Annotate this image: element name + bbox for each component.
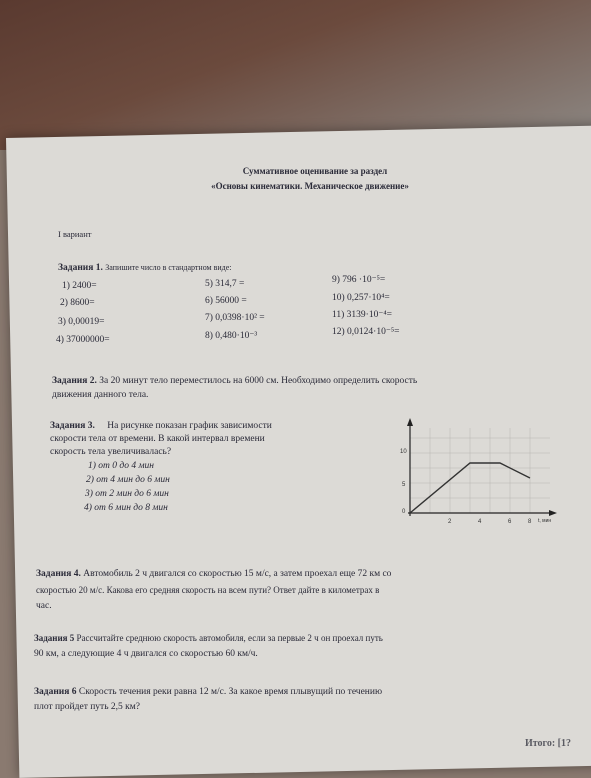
task3-text-1: На рисунке показан график зависимости	[107, 421, 272, 431]
task5-text-2: 90 км, а следующие 4 ч двигался со скоростью 60 км/ч.	[34, 649, 258, 659]
task4-text-2: скоростью 20 м/с. Какова его средняя скорость на всем пути? Ответ дайте в километрах в	[36, 585, 380, 595]
y-axis-arrow	[407, 418, 413, 426]
graph-grid	[410, 428, 550, 513]
task5-line1	[34, 632, 383, 644]
task4-line1	[36, 568, 391, 580]
task6-text-2: плот пройдет путь 2,5 км?	[34, 702, 141, 712]
x-axis-label: t, мин	[538, 518, 552, 524]
task4-text-3: час.	[36, 601, 52, 611]
task3-text-2: скорости тела от времени. В какой интервал времени	[50, 434, 265, 444]
task6-label: Задания 6	[34, 687, 77, 697]
task1-label: Задания 1.	[58, 263, 103, 273]
task1-item: 1) 2400=	[62, 281, 97, 291]
task1-item: 4) 37000000=	[56, 335, 110, 345]
x-axis-arrow	[549, 510, 557, 516]
task5-label: Задания 5	[34, 633, 75, 643]
task4-label: Задания 4.	[36, 569, 81, 579]
x-tick-label: 2	[448, 519, 452, 525]
task2-text-1: За 20 минут тело переместилось на 6000 см. Необходимо определить скорость	[99, 376, 418, 386]
y-tick-label: 10	[400, 449, 407, 455]
task2-line1	[52, 375, 417, 387]
task3-option: 1) от 0 до 4 мин	[88, 461, 154, 471]
x-tick-label: 4	[478, 519, 482, 525]
task3-option: 4) от 6 мин до 8 мин	[84, 503, 168, 513]
task1-item: 10) 0,257·10⁴=	[332, 293, 390, 303]
task1-item: 3) 0,00019=	[58, 317, 105, 327]
y-tick-label: 5	[402, 482, 406, 488]
task1-heading	[58, 262, 232, 274]
header-line-1: Суммативное оценивание за раздел	[242, 166, 388, 176]
task1-item: 5) 314,7 =	[205, 279, 245, 289]
task1-item: 12) 0,0124·10⁻⁵=	[332, 327, 400, 337]
x-tick-label: 8	[528, 519, 532, 525]
task3-line1	[50, 420, 272, 432]
task3-text-3: скорость тела увеличивалась?	[50, 447, 172, 457]
x-tick-label: 6	[508, 519, 512, 525]
task2-text-2: движения данного тела.	[52, 390, 149, 400]
task3-option: 2) от 4 мин до 6 мин	[86, 475, 170, 485]
task2-label: Задания 2.	[52, 376, 97, 386]
variant-label: I вариант	[58, 229, 92, 239]
task1-text: Запишите число в стандартном виде:	[105, 263, 232, 272]
task1-item: 8) 0,480·10⁻³	[205, 331, 258, 341]
velocity-time-graph	[400, 418, 560, 528]
total-label: Итого: [1?	[525, 738, 572, 749]
y-tick-label: 0	[402, 509, 406, 515]
task6-text-1: Скорость течения реки равна 12 м/с. За какое время плывущий по течению	[78, 687, 383, 697]
task1-item: 11) 3139·10⁻⁴=	[332, 310, 393, 320]
task1-item: 6) 56000 =	[205, 296, 247, 306]
task6-line1	[34, 686, 382, 698]
task4-text-1: Автомобиль 2 ч двигался со скоростью 15 м/с, а затем проехал еще 72 км со	[83, 569, 392, 579]
task5-text-1: Рассчитайте среднюю скорость автомобиля, если за первые 2 ч он проехал путь	[76, 633, 383, 643]
task1-item: 9) 796 ·10⁻⁵=	[332, 275, 386, 285]
task3-label: Задания 3.	[50, 421, 95, 431]
task1-item: 7) 0,0398·10² =	[205, 313, 265, 323]
task1-item: 2) 8600=	[60, 298, 95, 308]
task3-option: 3) от 2 мин до 6 мин	[85, 489, 169, 499]
header-line-2: «Основы кинематики. Механическое движение»	[211, 181, 409, 191]
